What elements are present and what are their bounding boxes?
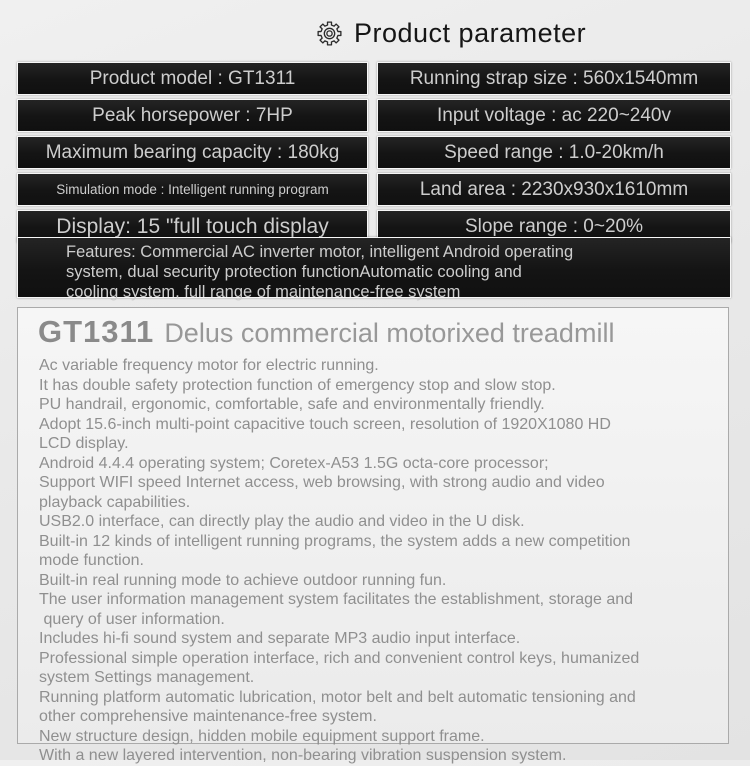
description-line: Professional simple operation interface, rich and convenient control keys, humanized [39, 649, 640, 667]
spec-bar-simulation-mode [17, 173, 368, 206]
description-line: With a new layered intervention, non-bearing vibration suspension system. [39, 747, 567, 764]
spec-label: Slope range : 0~20% [465, 215, 643, 237]
spec-bar-product-model [17, 62, 368, 95]
model-number: GT1311 [38, 314, 155, 349]
description-box [17, 307, 729, 764]
description-line: It has double safety protection function of emergency stop and slow stop. [39, 376, 556, 394]
spec-label: Speed range : 1.0-20km/h [444, 141, 664, 163]
spec-label: Product model : GT1311 [89, 67, 296, 89]
description-line: Includes hi-fi sound system and separate MP3 audio input interface. [39, 630, 521, 647]
description-line: Android 4.4.4 operating system; Coretex-A53 1.5G octa-core processor; [39, 454, 549, 472]
description-line: system Settings management. [39, 669, 255, 686]
description-line: The user information management system facilitates the establishment, storage and [39, 591, 634, 608]
spec-bar-max-bearing-capacity [17, 136, 368, 169]
spec-bar-speed-range [377, 136, 731, 169]
features-bar [17, 237, 731, 301]
spec-bar-running-strap-size [377, 62, 731, 95]
page-header [313, 14, 586, 52]
spec-label: Running strap size : 560x1540mm [409, 67, 699, 89]
spec-column-left [17, 62, 368, 247]
description-line: LCD display. [39, 435, 129, 452]
spec-label: Display: 15 "full touch display [56, 214, 329, 238]
description-line: USB2.0 interface, can directly play the audio and video in the U disk. [39, 513, 525, 530]
description-line: Adopt 15.6-inch multi-point capacitive touch screen, resolution of 1920X1080 HD [39, 415, 611, 433]
description-line: Built-in 12 kinds of intelligent running programs, the system adds a new competition [39, 532, 631, 550]
spec-label: Input voltage : ac 220~240v [437, 104, 671, 126]
spec-label: Land area : 2230x930x1610mm [419, 178, 689, 200]
product-subtitle: Delus commercial motorixed treadmill [164, 318, 615, 348]
page-title: Product parameter [354, 17, 587, 48]
gear-icon [313, 17, 346, 50]
spec-bar-land-area [377, 173, 731, 206]
features-line: cooling system, full range of maintenance-free system [66, 283, 461, 301]
features-line: Features: Commercial AC inverter motor, intelligent Android operating [66, 243, 574, 261]
spec-label: Peak horsepower : 7HP [92, 104, 293, 126]
spec-label: Maximum bearing capacity : 180kg [45, 141, 340, 163]
spec-bar-input-voltage [377, 99, 731, 132]
description-line: other comprehensive maintenance-free system. [39, 708, 377, 725]
description-heading [18, 308, 728, 354]
description-line: Ac variable frequency motor for electric running. [39, 357, 379, 374]
description-body [18, 354, 728, 766]
description-line: Built-in real running mode to achieve outdoor running fun. [39, 571, 447, 589]
description-line: query of user information. [39, 610, 225, 628]
description-line: playback capabilities. [39, 493, 191, 511]
features-line: system, dual security protection functionAutomatic cooling and [66, 263, 522, 281]
description-line: mode function. [39, 552, 144, 569]
spec-label: Simulation mode : Intelligent running program [56, 182, 329, 197]
description-line: PU handrail, ergonomic, comfortable, safe and environmentally friendly. [39, 396, 545, 413]
spec-column-right [377, 62, 731, 247]
description-line: New structure design, hidden mobile equipment support frame. [39, 727, 485, 745]
spec-bar-peak-horsepower [17, 99, 368, 132]
description-line: Support WIFI speed Internet access, web browsing, with strong audio and video [39, 474, 605, 491]
description-line: Running platform automatic lubrication, motor belt and belt automatic tensioning and [39, 688, 636, 706]
